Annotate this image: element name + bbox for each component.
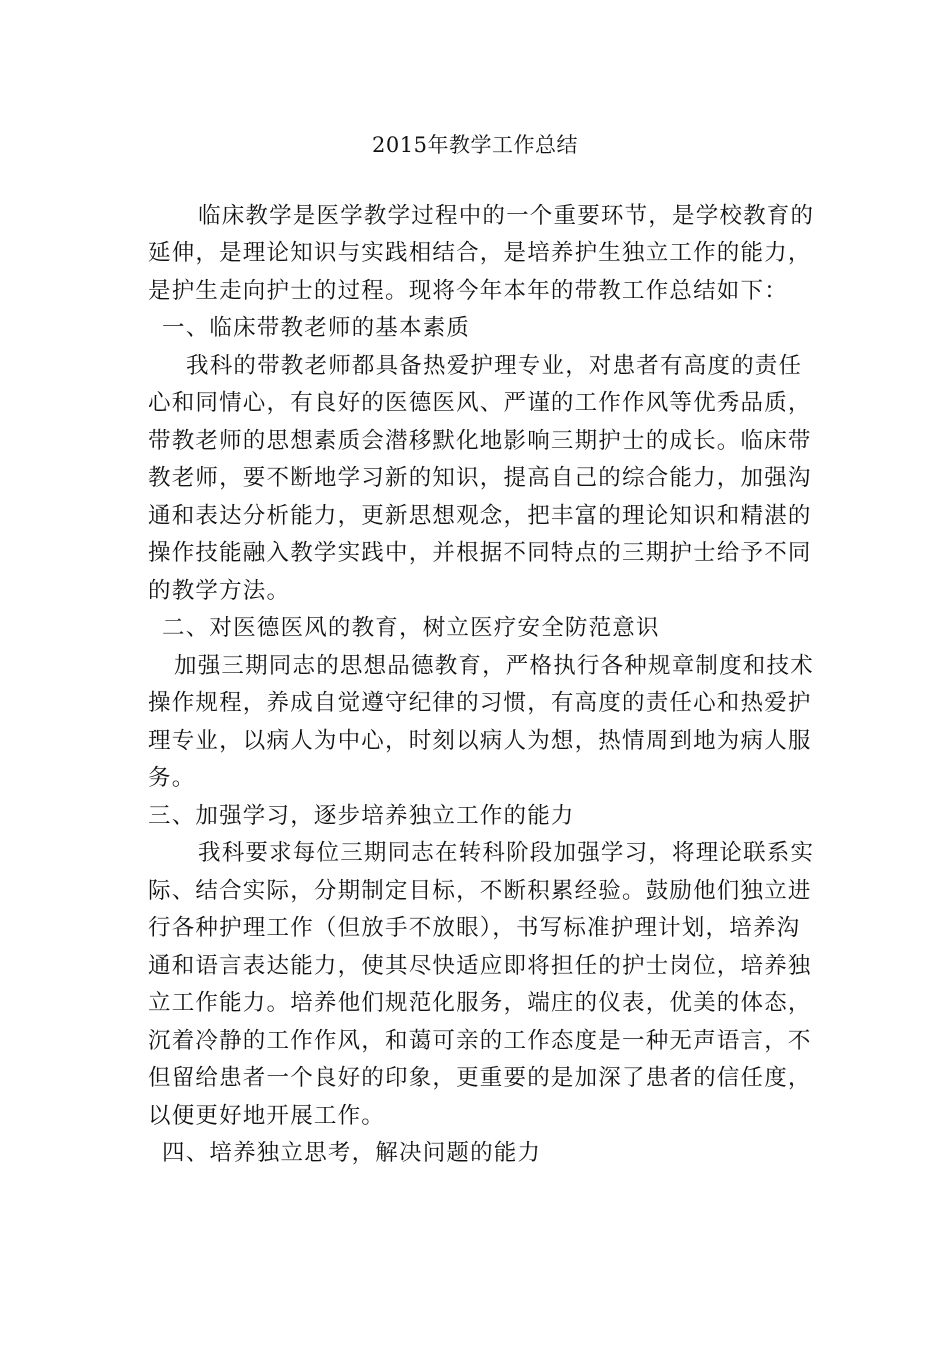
section-heading-4: 四、培养独立思考，解决问题的能力 xyxy=(162,1140,542,1166)
paragraph-line: 通和表达分析能力，更新思想观念，把丰富的理论知识和精湛的 xyxy=(148,503,812,529)
paragraph-line: 际、结合实际，分期制定目标，不断积累经验。鼓励他们独立进 xyxy=(148,878,812,904)
paragraph-line: 行各种护理工作（但放手不放眼），书写标准护理计划，培养沟 xyxy=(148,915,801,941)
section-heading-1: 一、临床带教老师的基本素质 xyxy=(162,315,471,341)
paragraph-line: 延伸，是理论知识与实践相结合，是培养护生独立工作的能力， xyxy=(148,240,812,266)
paragraph-line: 加强三期同志的思想品德教育，严格执行各种规章制度和技术 xyxy=(174,653,814,679)
paragraph-line: 我科要求每位三期同志在转科阶段加强学习，将理论联系实 xyxy=(198,840,815,866)
paragraph-line: 理专业，以病人为中心，时刻以病人为想，热情周到地为病人服 xyxy=(148,728,812,754)
paragraph-line: 立工作能力。培养他们规范化服务，端庄的仪表，优美的体态， xyxy=(148,990,812,1016)
section-heading-2: 二、对医德医风的教育，树立医疗安全防范意识 xyxy=(162,615,660,641)
paragraph-line: 心和同情心，有良好的医德医风、严谨的工作作风等优秀品质， xyxy=(148,390,812,416)
paragraph-line: 是护生走向护士的过程。现将今年本年的带教工作总结如下： xyxy=(148,278,788,304)
paragraph-line: 以便更好地开展工作。 xyxy=(148,1103,386,1129)
paragraph-line: 通和语言表达能力，使其尽快适应即将担任的护士岗位，培养独 xyxy=(148,953,812,979)
paragraph-line: 沉着冷静的工作作风，和蔼可亲的工作态度是一种无声语言，不 xyxy=(148,1028,812,1054)
paragraph-line: 务。 xyxy=(148,765,196,791)
paragraph-line: 我科的带教老师都具备热爱护理专业，对患者有高度的责任 xyxy=(186,353,803,379)
paragraph-line: 的教学方法。 xyxy=(148,578,291,604)
document-title: 2015年教学工作总结 xyxy=(372,133,578,157)
paragraph-line: 操作规程，养成自觉遵守纪律的习惯，有高度的责任心和热爱护 xyxy=(148,690,812,716)
paragraph-line: 带教老师的思想素质会潜移默化地影响三期护士的成长。临床带 xyxy=(148,428,812,454)
paragraph-line: 操作技能融入教学实践中，并根据不同特点的三期护士给予不同 xyxy=(148,540,812,566)
paragraph-line: 教老师，要不断地学习新的知识，提高自己的综合能力，加强沟 xyxy=(148,465,812,491)
section-heading-3: 三、加强学习，逐步培养独立工作的能力 xyxy=(148,803,575,829)
paragraph-line: 但留给患者一个良好的印象，更重要的是加深了患者的信任度， xyxy=(148,1065,812,1091)
paragraph-line: 临床教学是医学教学过程中的一个重要环节，是学校教育的 xyxy=(198,203,815,229)
